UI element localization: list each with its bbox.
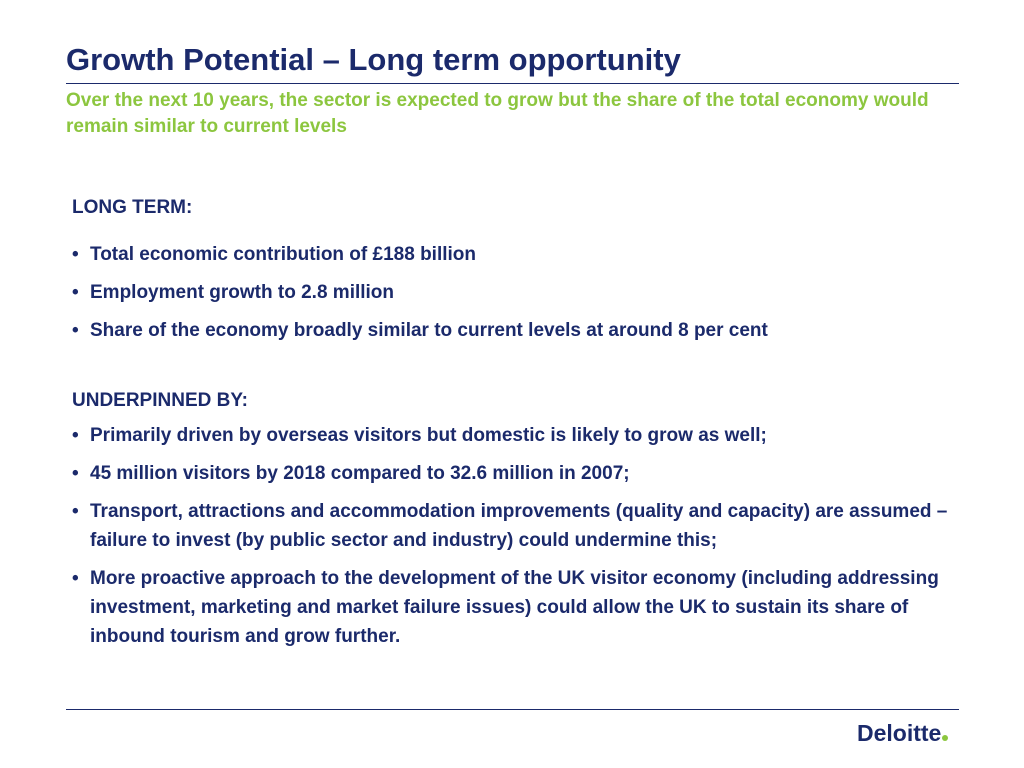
- logo-text: Deloitte: [857, 720, 942, 746]
- list-item: [72, 278, 962, 307]
- long-term-list: [72, 240, 962, 345]
- bullet-icon: •: [72, 425, 79, 446]
- long-term-heading: LONG TERM:: [72, 197, 193, 218]
- deloitte-logo: [857, 718, 948, 748]
- underpinned-by-heading: UNDERPINNED BY:: [72, 390, 248, 411]
- logo-dot-icon: [942, 735, 948, 741]
- list-item-text: Share of the economy broadly similar to current levels at around 8 per cent: [90, 320, 768, 341]
- underpinned-by-list: [72, 421, 962, 651]
- list-item-text: Employment growth to 2.8 million: [90, 282, 395, 303]
- bullet-icon: •: [72, 568, 79, 589]
- list-item: [72, 421, 962, 450]
- list-item: [72, 497, 962, 555]
- list-item: [72, 316, 962, 345]
- bullet-icon: •: [72, 501, 79, 522]
- list-item: [72, 240, 962, 269]
- list-item-text: Transport, attractions and accommodation improvements (quality and capacity) are assumed – failure to invest (by public sector and industry) could undermine this;: [90, 501, 948, 551]
- list-item-text: Total economic contribution of £188 billion: [90, 244, 477, 265]
- list-item: [72, 564, 962, 651]
- slide-title: Growth Potential – Long term opportunity: [66, 42, 681, 77]
- footer-divider: [66, 709, 959, 710]
- list-item-text: Primarily driven by overseas visitors but domestic is likely to grow as well;: [90, 425, 767, 446]
- slide-subtitle: Over the next 10 years, the sector is expected to grow but the share of the total economy would remain similar to current levels: [66, 90, 929, 137]
- list-item-text: 45 million visitors by 2018 compared to 32.6 million in 2007;: [90, 463, 630, 484]
- slide-body: [72, 193, 962, 651]
- bullet-icon: •: [72, 244, 79, 265]
- title-divider: [66, 83, 959, 84]
- list-item-text: More proactive approach to the development of the UK visitor economy (including addressing investment, marketing and market failure issues) could allow the UK to sustain its share of inbound tourism and grow further.: [90, 568, 939, 647]
- bullet-icon: •: [72, 282, 79, 303]
- bullet-icon: •: [72, 320, 79, 341]
- bullet-icon: •: [72, 463, 79, 484]
- list-item: [72, 459, 962, 488]
